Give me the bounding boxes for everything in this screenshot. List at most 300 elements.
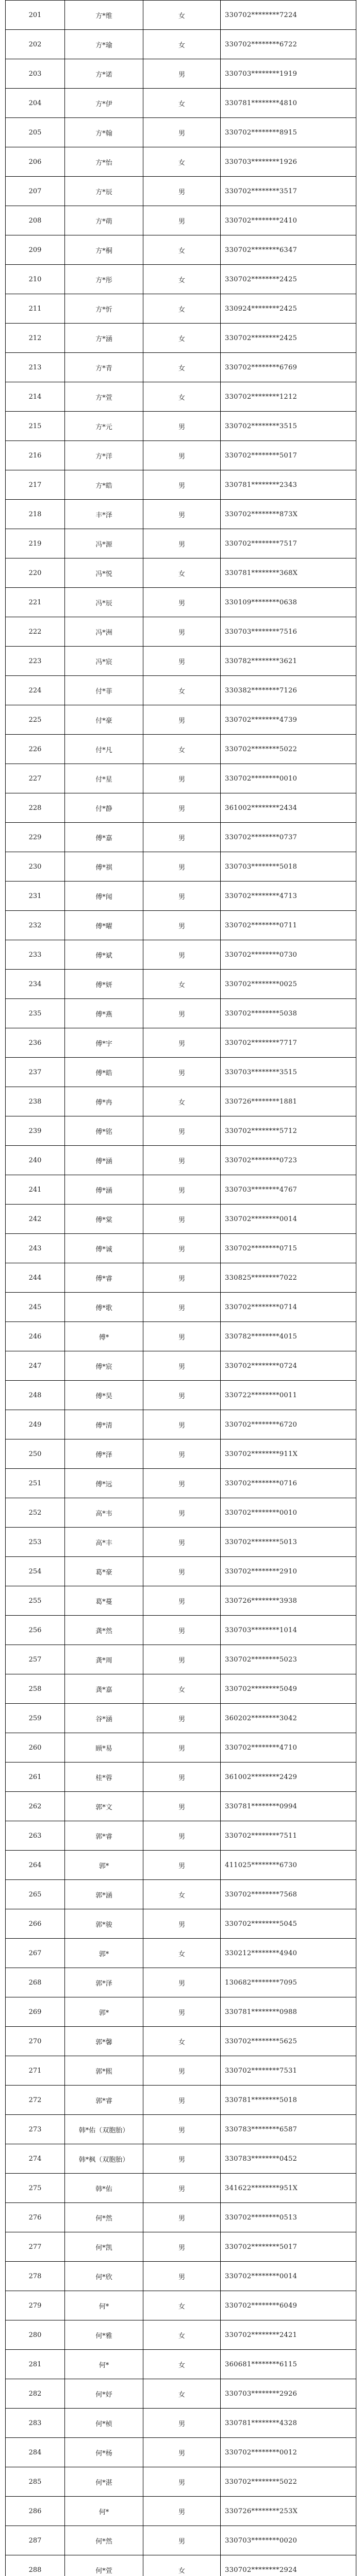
- student-name: 傅*涵: [65, 1146, 143, 1175]
- student-name: 方*萌: [65, 206, 143, 235]
- student-id-number: 330702********0012: [221, 2438, 356, 2467]
- student-name: 何*雅: [65, 2320, 143, 2350]
- student-id-number: 330702********2425: [221, 324, 356, 353]
- table-row: [6, 764, 356, 793]
- student-name: 付*星: [65, 764, 143, 793]
- row-number: 262: [6, 1792, 65, 1821]
- student-name: 傅*祺: [65, 852, 143, 882]
- student-gender: 男: [143, 1175, 221, 1205]
- student-id-number: 330702********4739: [221, 705, 356, 735]
- row-number: 268: [6, 1968, 65, 1997]
- table-row: [6, 999, 356, 1028]
- student-id-number: 330781********2343: [221, 470, 356, 500]
- table-row: [6, 1293, 356, 1322]
- student-id-number: 361002********2429: [221, 1762, 356, 1792]
- student-id-number: 330702********6347: [221, 235, 356, 265]
- row-number: 266: [6, 1909, 65, 1939]
- row-number: 216: [6, 441, 65, 470]
- table-row: [6, 2174, 356, 2203]
- table-row: [6, 1028, 356, 1058]
- student-gender: 男: [143, 823, 221, 852]
- row-number: 234: [6, 970, 65, 999]
- student-name: 何*妤: [65, 2379, 143, 2409]
- student-gender: 男: [143, 1234, 221, 1263]
- student-id-number: 330702********5017: [221, 2232, 356, 2262]
- table-row: [6, 1733, 356, 1762]
- student-id-number: 330702********2425: [221, 265, 356, 294]
- student-gender: 女: [143, 324, 221, 353]
- row-number: 203: [6, 59, 65, 89]
- row-number: 236: [6, 1028, 65, 1058]
- table-row: [6, 2144, 356, 2174]
- student-id-number: 330782********3621: [221, 647, 356, 676]
- table-row: [6, 1674, 356, 1704]
- table-row: [6, 412, 356, 441]
- row-number: 276: [6, 2203, 65, 2232]
- row-number: 286: [6, 2497, 65, 2526]
- student-id-number: 330702********5625: [221, 2027, 356, 2056]
- table-row: [6, 1645, 356, 1674]
- student-name: 郭*: [65, 1939, 143, 1968]
- student-name: 方*洋: [65, 441, 143, 470]
- student-id-number: 330702********5045: [221, 1909, 356, 1939]
- student-id-number: 330702********5022: [221, 2467, 356, 2497]
- table-row: [6, 235, 356, 265]
- student-name: 冯*宸: [65, 647, 143, 676]
- table-row: [6, 206, 356, 235]
- student-gender: 女: [143, 1087, 221, 1116]
- table-row: [6, 382, 356, 412]
- student-gender: 女: [143, 235, 221, 265]
- row-number: 235: [6, 999, 65, 1028]
- row-number: 251: [6, 1469, 65, 1498]
- table-row: [6, 2027, 356, 2056]
- row-number: 226: [6, 735, 65, 764]
- row-number: 265: [6, 1880, 65, 1909]
- table-row: [6, 2467, 356, 2497]
- table-row: [6, 1322, 356, 1351]
- student-name: 方*翰: [65, 118, 143, 147]
- student-name: 何*然: [65, 2203, 143, 2232]
- student-id-number: 330783********6587: [221, 2115, 356, 2144]
- table-row: [6, 1616, 356, 1645]
- student-name: 傅*宇: [65, 1028, 143, 1058]
- student-id-number: 330702********0010: [221, 1498, 356, 1528]
- row-number: 209: [6, 235, 65, 265]
- row-number: 206: [6, 147, 65, 177]
- row-number: 278: [6, 2262, 65, 2291]
- student-name: 韩*佑（双胞胎）: [65, 2115, 143, 2144]
- student-gender: 男: [143, 2203, 221, 2232]
- student-gender: 女: [143, 1674, 221, 1704]
- student-gender: 男: [143, 1293, 221, 1322]
- student-id-number: 330702********0715: [221, 1234, 356, 1263]
- row-number: 201: [6, 1, 65, 30]
- student-gender: 男: [143, 441, 221, 470]
- table-row: [6, 705, 356, 735]
- table-row: [6, 2409, 356, 2438]
- student-gender: 男: [143, 1116, 221, 1146]
- student-name: 冯*辰: [65, 588, 143, 617]
- student-id-number: 330781********0988: [221, 1997, 356, 2027]
- row-number: 257: [6, 1645, 65, 1674]
- student-id-number: 330702********0010: [221, 764, 356, 793]
- student-id-number: 360681********6115: [221, 2350, 356, 2379]
- student-id-number: 330781********5018: [221, 2086, 356, 2115]
- row-number: 205: [6, 118, 65, 147]
- table-row: [6, 59, 356, 89]
- student-id-number: 330781********4328: [221, 2409, 356, 2438]
- student-name: 冯*洲: [65, 617, 143, 647]
- student-gender: 男: [143, 1851, 221, 1880]
- student-gender: 男: [143, 2467, 221, 2497]
- table-row: [6, 1, 356, 30]
- student-id-number: 330702********7511: [221, 1821, 356, 1851]
- row-number: 254: [6, 1557, 65, 1586]
- student-name: 傅*歌: [65, 1293, 143, 1322]
- row-number: 221: [6, 588, 65, 617]
- student-id-number: 330702********3515: [221, 412, 356, 441]
- student-gender: 男: [143, 1263, 221, 1293]
- table-row: [6, 823, 356, 852]
- table-row: [6, 1909, 356, 1939]
- table-row: [6, 1234, 356, 1263]
- student-gender: 男: [143, 1762, 221, 1792]
- row-number: 281: [6, 2350, 65, 2379]
- row-number: 248: [6, 1381, 65, 1410]
- row-number: 227: [6, 764, 65, 793]
- student-name: 方*诺: [65, 59, 143, 89]
- student-gender: 女: [143, 735, 221, 764]
- table-row: [6, 265, 356, 294]
- table-row: [6, 1469, 356, 1498]
- table-row: [6, 1762, 356, 1792]
- table-row: [6, 1116, 356, 1146]
- table-row: [6, 441, 356, 470]
- row-number: 217: [6, 470, 65, 500]
- student-name: 何*湛: [65, 2467, 143, 2497]
- student-name: 郭*熙: [65, 2056, 143, 2086]
- student-id-number: 330781********4810: [221, 89, 356, 118]
- student-gender: 男: [143, 1968, 221, 1997]
- student-name: 傅*铭: [65, 1116, 143, 1146]
- student-name: 傅*闻: [65, 882, 143, 911]
- table-row: [6, 1175, 356, 1205]
- student-id-number: 330702********0723: [221, 1146, 356, 1175]
- student-name: 冯*源: [65, 529, 143, 558]
- student-id-number: 330702********0724: [221, 1351, 356, 1381]
- student-name: 郭*泽: [65, 1968, 143, 1997]
- table-row: [6, 970, 356, 999]
- roster-rows: [6, 1, 356, 2576]
- row-number: 271: [6, 2056, 65, 2086]
- student-gender: 男: [143, 940, 221, 970]
- student-gender: 男: [143, 1205, 221, 1234]
- student-gender: 男: [143, 1469, 221, 1498]
- student-gender: 男: [143, 1439, 221, 1469]
- student-id-number: 341622********951X: [221, 2174, 356, 2203]
- row-number: 246: [6, 1322, 65, 1351]
- student-name: 付*静: [65, 793, 143, 823]
- row-number: 272: [6, 2086, 65, 2115]
- row-number: 249: [6, 1410, 65, 1439]
- student-gender: 男: [143, 529, 221, 558]
- student-name: 郭*: [65, 1997, 143, 2027]
- table-row: [6, 2086, 356, 2115]
- student-name: 傅*涵: [65, 1175, 143, 1205]
- student-name: 傅*嘉: [65, 823, 143, 852]
- student-gender: 男: [143, 1381, 221, 1410]
- row-number: 261: [6, 1762, 65, 1792]
- row-number: 208: [6, 206, 65, 235]
- student-id-number: 330782********4015: [221, 1322, 356, 1351]
- student-gender: 男: [143, 999, 221, 1028]
- table-row: [6, 1263, 356, 1293]
- student-id-number: 330702********0716: [221, 1469, 356, 1498]
- student-gender: 男: [143, 1586, 221, 1616]
- row-number: 288: [6, 2555, 65, 2576]
- student-gender: 女: [143, 265, 221, 294]
- row-number: 202: [6, 30, 65, 59]
- row-number: 215: [6, 412, 65, 441]
- row-number: 237: [6, 1058, 65, 1087]
- student-gender: 男: [143, 59, 221, 89]
- row-number: 247: [6, 1351, 65, 1381]
- student-id-number: 330109********0638: [221, 588, 356, 617]
- student-gender: 男: [143, 1146, 221, 1175]
- table-row: [6, 118, 356, 147]
- row-number: 211: [6, 294, 65, 324]
- table-row: [6, 1381, 356, 1410]
- student-name: 方*瑜: [65, 30, 143, 59]
- student-name: 方*青: [65, 353, 143, 382]
- row-number: 285: [6, 2467, 65, 2497]
- row-number: 243: [6, 1234, 65, 1263]
- student-name: 高*丰: [65, 1528, 143, 1557]
- row-number: 274: [6, 2144, 65, 2174]
- student-gender: 女: [143, 2555, 221, 2576]
- table-row: [6, 1851, 356, 1880]
- row-number: 270: [6, 2027, 65, 2056]
- row-number: 225: [6, 705, 65, 735]
- student-gender: 男: [143, 1528, 221, 1557]
- student-gender: 男: [143, 1997, 221, 2027]
- student-id-number: 330703********3515: [221, 1058, 356, 1087]
- student-id-number: 330781********0994: [221, 1792, 356, 1821]
- student-name: 方*忻: [65, 294, 143, 324]
- student-gender: 女: [143, 2291, 221, 2320]
- table-row: [6, 147, 356, 177]
- row-number: 224: [6, 676, 65, 705]
- student-id-number: 330702********0730: [221, 940, 356, 970]
- row-number: 283: [6, 2409, 65, 2438]
- table-row: [6, 1880, 356, 1909]
- student-gender: 女: [143, 1880, 221, 1909]
- student-name: 郭*涵: [65, 1880, 143, 1909]
- table-row: [6, 940, 356, 970]
- row-number: 260: [6, 1733, 65, 1762]
- table-row: [6, 1146, 356, 1175]
- row-number: 241: [6, 1175, 65, 1205]
- table-row: [6, 2438, 356, 2467]
- student-gender: 女: [143, 382, 221, 412]
- table-row: [6, 353, 356, 382]
- student-name: 龚*周: [65, 1645, 143, 1674]
- table-row: [6, 294, 356, 324]
- student-name: 付*菲: [65, 676, 143, 705]
- student-name: 韩*佑: [65, 2174, 143, 2203]
- student-gender: 男: [143, 177, 221, 206]
- table-row: [6, 2203, 356, 2232]
- table-row: [6, 177, 356, 206]
- student-gender: 女: [143, 970, 221, 999]
- student-id-number: 360202********3042: [221, 1704, 356, 1733]
- student-id-number: 330722********0011: [221, 1381, 356, 1410]
- row-number: 267: [6, 1939, 65, 1968]
- student-name: 何*: [65, 2291, 143, 2320]
- student-name: 郭*: [65, 1851, 143, 1880]
- student-id-number: 330702********0513: [221, 2203, 356, 2232]
- student-id-number: 330702********6769: [221, 353, 356, 382]
- table-row: [6, 30, 356, 59]
- student-name: 傅*泽: [65, 1439, 143, 1469]
- student-name: 何*欣: [65, 2262, 143, 2291]
- student-id-number: 330702********5017: [221, 441, 356, 470]
- student-id-number: 330702********4710: [221, 1733, 356, 1762]
- student-gender: 男: [143, 2174, 221, 2203]
- student-gender: 男: [143, 882, 221, 911]
- student-name: 何*: [65, 2497, 143, 2526]
- student-gender: 男: [143, 2056, 221, 2086]
- student-id-number: 330702********7224: [221, 1, 356, 30]
- table-row: [6, 2056, 356, 2086]
- student-gender: 男: [143, 2526, 221, 2555]
- student-id-number: 330726********3938: [221, 1586, 356, 1616]
- student-name: 傅*远: [65, 1469, 143, 1498]
- table-row: [6, 324, 356, 353]
- row-number: 219: [6, 529, 65, 558]
- row-number: 228: [6, 793, 65, 823]
- student-gender: 男: [143, 1645, 221, 1674]
- student-gender: 男: [143, 1909, 221, 1939]
- student-id-number: 330703********2926: [221, 2379, 356, 2409]
- student-name: 方*桐: [65, 235, 143, 265]
- student-name: 方*皓: [65, 470, 143, 500]
- student-gender: 男: [143, 588, 221, 617]
- student-name: 桂*蓉: [65, 1762, 143, 1792]
- student-id-number: 330702********7568: [221, 1880, 356, 1909]
- row-number: 240: [6, 1146, 65, 1175]
- student-id-number: 330702********5023: [221, 1645, 356, 1674]
- student-name: 傅*斌: [65, 940, 143, 970]
- row-number: 233: [6, 940, 65, 970]
- student-id-number: 130682********7095: [221, 1968, 356, 1997]
- student-id-number: 330702********0711: [221, 911, 356, 940]
- student-name: 傅*清: [65, 1410, 143, 1439]
- row-number: 223: [6, 647, 65, 676]
- student-name: 傅*皓: [65, 1058, 143, 1087]
- student-id-number: 330783********0452: [221, 2144, 356, 2174]
- table-row: [6, 1351, 356, 1381]
- student-id-number: 330702********873X: [221, 500, 356, 529]
- student-name: 龚*嘉: [65, 1674, 143, 1704]
- student-gender: 男: [143, 1557, 221, 1586]
- student-name: 何*杨: [65, 2438, 143, 2467]
- table-row: [6, 1821, 356, 1851]
- student-gender: 男: [143, 206, 221, 235]
- student-gender: 男: [143, 470, 221, 500]
- row-number: 277: [6, 2232, 65, 2262]
- student-name: 傅*曜: [65, 911, 143, 940]
- table-row: [6, 2291, 356, 2320]
- student-gender: 女: [143, 89, 221, 118]
- student-gender: 女: [143, 147, 221, 177]
- student-gender: 女: [143, 1, 221, 30]
- table-row: [6, 2232, 356, 2262]
- student-id-number: 330924********2425: [221, 294, 356, 324]
- row-number: 250: [6, 1439, 65, 1469]
- student-id-number: 330825********7022: [221, 1263, 356, 1293]
- row-number: 230: [6, 852, 65, 882]
- table-row: [6, 2526, 356, 2555]
- student-gender: 男: [143, 793, 221, 823]
- student-gender: 男: [143, 852, 221, 882]
- student-id-number: 330212********4940: [221, 1939, 356, 1968]
- student-id-number: 330702********6720: [221, 1410, 356, 1439]
- student-name: 何*: [65, 2350, 143, 2379]
- row-number: 220: [6, 558, 65, 588]
- row-number: 242: [6, 1205, 65, 1234]
- student-gender: 男: [143, 1322, 221, 1351]
- table-row: [6, 2379, 356, 2409]
- student-gender: 女: [143, 2320, 221, 2350]
- student-id-number: 330703********1919: [221, 59, 356, 89]
- student-name: 方*维: [65, 1, 143, 30]
- row-number: 256: [6, 1616, 65, 1645]
- student-id-number: 330702********0025: [221, 970, 356, 999]
- student-gender: 男: [143, 1351, 221, 1381]
- student-name: 郭*睿: [65, 2086, 143, 2115]
- student-id-number: 330702********3517: [221, 177, 356, 206]
- table-row: [6, 1792, 356, 1821]
- student-gender: 女: [143, 558, 221, 588]
- student-id-number: 330702********0014: [221, 1205, 356, 1234]
- row-number: 284: [6, 2438, 65, 2467]
- student-id-number: 330702********5013: [221, 1528, 356, 1557]
- student-name: 付*豪: [65, 705, 143, 735]
- student-id-number: 330702********2910: [221, 1557, 356, 1586]
- row-number: 218: [6, 500, 65, 529]
- student-gender: 男: [143, 1733, 221, 1762]
- student-name: 方*伊: [65, 89, 143, 118]
- row-number: 214: [6, 382, 65, 412]
- table-row: [6, 1939, 356, 1968]
- student-name: 方*怡: [65, 147, 143, 177]
- row-number: 229: [6, 823, 65, 852]
- table-row: [6, 1557, 356, 1586]
- student-id-number: 330702********4713: [221, 882, 356, 911]
- student-gender: 女: [143, 294, 221, 324]
- student-id-number: 330702********0737: [221, 823, 356, 852]
- student-gender: 男: [143, 2438, 221, 2467]
- student-name: 方*辰: [65, 177, 143, 206]
- student-gender: 男: [143, 1616, 221, 1645]
- table-row: [6, 793, 356, 823]
- student-name: 傅*: [65, 1322, 143, 1351]
- student-gender: 男: [143, 2115, 221, 2144]
- student-id-number: 330703********1926: [221, 147, 356, 177]
- student-name: 葛*豪: [65, 1557, 143, 1586]
